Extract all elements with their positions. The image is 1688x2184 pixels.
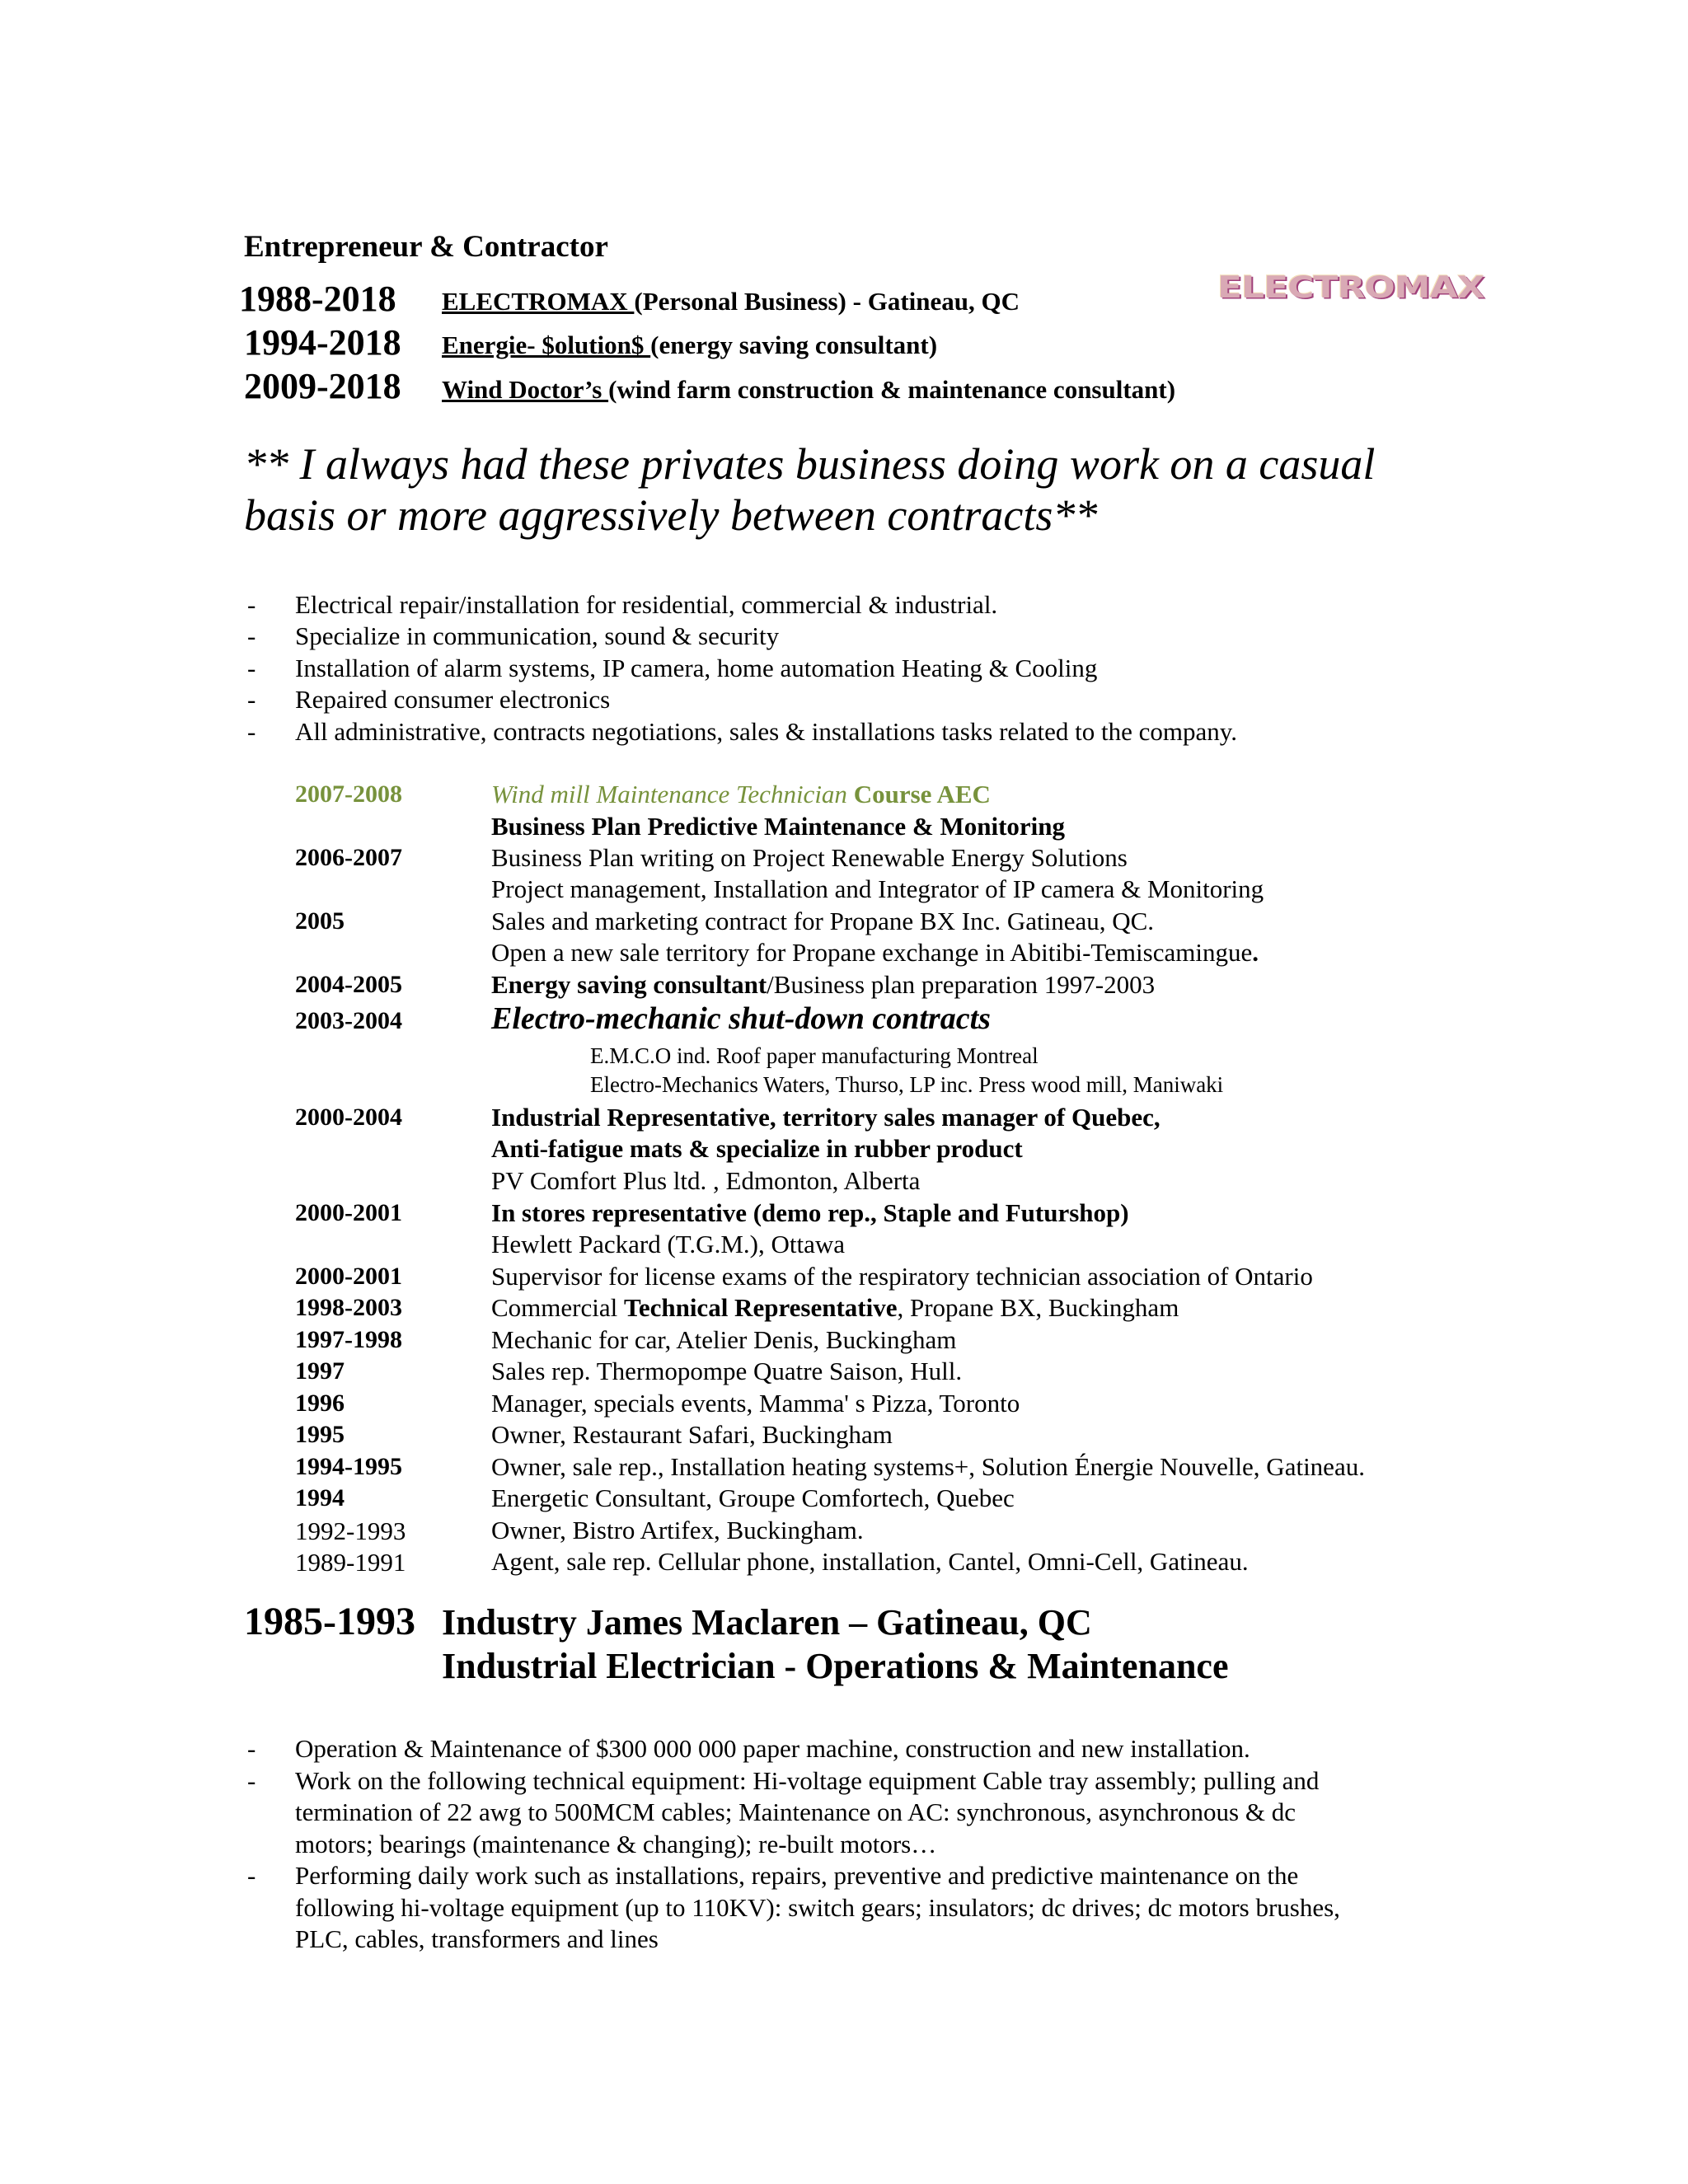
section-title: Entrepreneur & Contractor: [244, 230, 608, 264]
entry-period: .: [1252, 938, 1259, 967]
timeline-entry: Energetic Consultant, Groupe Comfortech, Quebec: [491, 1483, 1015, 1512]
timeline-year: 2007-2008: [295, 780, 402, 808]
timeline-year: 1989-1991: [295, 1548, 406, 1577]
timeline-entry: Electro-mechanic shut-down contracts: [491, 1001, 991, 1036]
bullet-dash: -: [247, 1861, 256, 1890]
course-type: Course AEC: [846, 780, 991, 808]
timeline-entry: [491, 938, 1259, 968]
timeline-entry: Sales and marketing contract for Propane BX Inc. Gatineau, QC.: [491, 907, 1155, 935]
bullet-dash: -: [247, 654, 256, 682]
list-item-continued: PLC, cables, transformers and lines: [295, 1924, 659, 1953]
timeline-year: 1998-2003: [295, 1294, 402, 1321]
business-entry: [442, 375, 1175, 405]
job-title: Industrial Electrician - Operations & Maintenance: [442, 1646, 1229, 1686]
section-years: 1985-1993: [244, 1600, 415, 1643]
list-item-continued: following hi-voltage equipment (up to 110KV): switch gears; insulators; dc drives; dc motors brushes,: [295, 1893, 1340, 1922]
list-item: Electrical repair/installation for residential, commercial & industrial.: [295, 590, 998, 619]
list-item: Repaired consumer electronics: [295, 685, 611, 714]
timeline-year: 1996: [295, 1390, 345, 1417]
timeline-year: 2005: [295, 907, 345, 935]
timeline-entry: Sales rep. Thermopompe Quatre Saison, Hull.: [491, 1357, 963, 1385]
bullet-dash: -: [247, 1766, 256, 1795]
list-item: Work on the following technical equipment: Hi-voltage equipment Cable tray assembly; pulling and: [295, 1766, 1320, 1795]
employer-name: Industry James Maclaren – Gatineau, QC: [442, 1602, 1092, 1643]
business-years: 1988-2018: [239, 279, 396, 319]
business-entry: [442, 287, 1020, 316]
timeline-entry: Anti-fatigue mats & specialize in rubber product: [491, 1134, 1023, 1163]
entry-text: /Business plan preparation 1997-2003: [767, 970, 1156, 999]
timeline-year: 2000-2001: [295, 1199, 402, 1226]
bullet-dash: -: [247, 685, 256, 714]
timeline-year: 2004-2005: [295, 971, 402, 998]
business-years: 1994-2018: [244, 322, 401, 363]
bullet-dash: -: [247, 1734, 256, 1763]
business-name: Wind Doctor’s: [442, 375, 609, 404]
timeline-year: 1995: [295, 1421, 345, 1448]
timeline-entry: Manager, specials events, Mamma' s Pizza, Toronto: [491, 1389, 1020, 1418]
list-item: Installation of alarm systems, IP camera, home automation Heating & Cooling: [295, 654, 1098, 682]
entry-role: Energy saving consultant: [491, 970, 767, 999]
timeline-entry: Supervisor for license exams of the respiratory technician association of Ontario: [491, 1262, 1313, 1291]
business-desc: (Personal Business) - Gatineau, QC: [634, 287, 1020, 316]
list-item: Specialize in communication, sound & security: [295, 621, 780, 650]
timeline-year: 1997-1998: [295, 1326, 402, 1353]
timeline-entry: Owner, Restaurant Safari, Buckingham: [491, 1420, 893, 1449]
timeline-year: 2000-2004: [295, 1104, 402, 1131]
bullet-dash: -: [247, 590, 256, 619]
timeline-entry: [491, 780, 991, 809]
timeline-subentry: E.M.C.O ind. Roof paper manufacturing Montreal: [590, 1043, 1039, 1068]
business-name: ELECTROMAX: [442, 287, 635, 316]
timeline-entry: Hewlett Packard (T.G.M.), Ottawa: [491, 1230, 845, 1258]
timeline-entry: Industrial Representative, territory sales manager of Quebec,: [491, 1103, 1160, 1132]
bullet-dash: -: [247, 621, 256, 650]
list-item: Performing daily work such as installations, repairs, preventive and predictive maintenance on the: [295, 1861, 1299, 1890]
timeline-entry: In stores representative (demo rep., Staple and Futurshop): [491, 1198, 1129, 1227]
list-item-continued: termination of 22 awg to 500MCM cables; Maintenance on AC: synchronous, asynchronous & dc: [295, 1797, 1296, 1826]
electromax-logo: ELECTROMAX: [1217, 270, 1484, 305]
entry-role: Technical Representative: [623, 1293, 898, 1322]
timeline-year: 1997: [295, 1357, 345, 1385]
timeline-year: 2003-2004: [295, 1007, 402, 1034]
entry-text: Commercial: [491, 1293, 624, 1322]
timeline-entry: Owner, sale rep., Installation heating systems+, Solution Énergie Nouvelle, Gatineau.: [491, 1452, 1365, 1481]
entry-text: Open a new sale territory for Propane exchange in Abitibi-Temiscamingue: [491, 938, 1253, 967]
timeline-subentry: Electro-Mechanics Waters, Thurso, LP inc. Press wood mill, Maniwaki: [590, 1072, 1224, 1097]
list-item-continued: motors; bearings (maintenance & changing); re-built motors…: [295, 1830, 937, 1858]
business-name: Energie- $olution$: [442, 330, 651, 359]
timeline-year: 2000-2001: [295, 1263, 402, 1290]
list-item: All administrative, contracts negotiations, sales & installations tasks related to the company.: [295, 717, 1238, 746]
timeline-entry: Agent, sale rep. Cellular phone, installation, Cantel, Omni-Cell, Gatineau.: [491, 1547, 1249, 1576]
timeline-entry: PV Comfort Plus ltd. , Edmonton, Alberta: [491, 1166, 921, 1195]
timeline-year: 1992-1993: [295, 1516, 406, 1545]
timeline-entry: [491, 1293, 1179, 1323]
timeline-year: 2006-2007: [295, 844, 402, 871]
timeline-entry: Business Plan Predictive Maintenance & Monitoring: [491, 812, 1066, 841]
timeline-entry: Owner, Bistro Artifex, Buckingham.: [491, 1516, 864, 1544]
entry-text: , Propane BX, Buckingham: [897, 1293, 1179, 1322]
timeline-year: 1994: [295, 1484, 345, 1511]
note-line: basis or more aggressively between contracts**: [244, 490, 1098, 540]
list-item: Operation & Maintenance of $300 000 000 paper machine, construction and new installation.: [295, 1734, 1250, 1763]
business-desc: (wind farm construction & maintenance consultant): [608, 375, 1176, 404]
timeline-entry: Business Plan writing on Project Renewable Energy Solutions: [491, 843, 1128, 872]
timeline-entry: [491, 970, 1155, 1000]
business-desc: (energy saving consultant): [650, 330, 938, 359]
business-entry: [442, 330, 937, 360]
note-line: ** I always had these privates business doing work on a casual: [244, 439, 1376, 489]
timeline-entry: Mechanic for car, Atelier Denis, Buckingham: [491, 1325, 957, 1354]
bullet-dash: -: [247, 717, 256, 746]
timeline-year: 1994-1995: [295, 1453, 402, 1480]
business-years: 2009-2018: [244, 366, 401, 406]
timeline-entry: Project management, Installation and Integrator of IP camera & Monitoring: [491, 874, 1264, 903]
course-name: Wind mill Maintenance Technician: [491, 780, 847, 808]
